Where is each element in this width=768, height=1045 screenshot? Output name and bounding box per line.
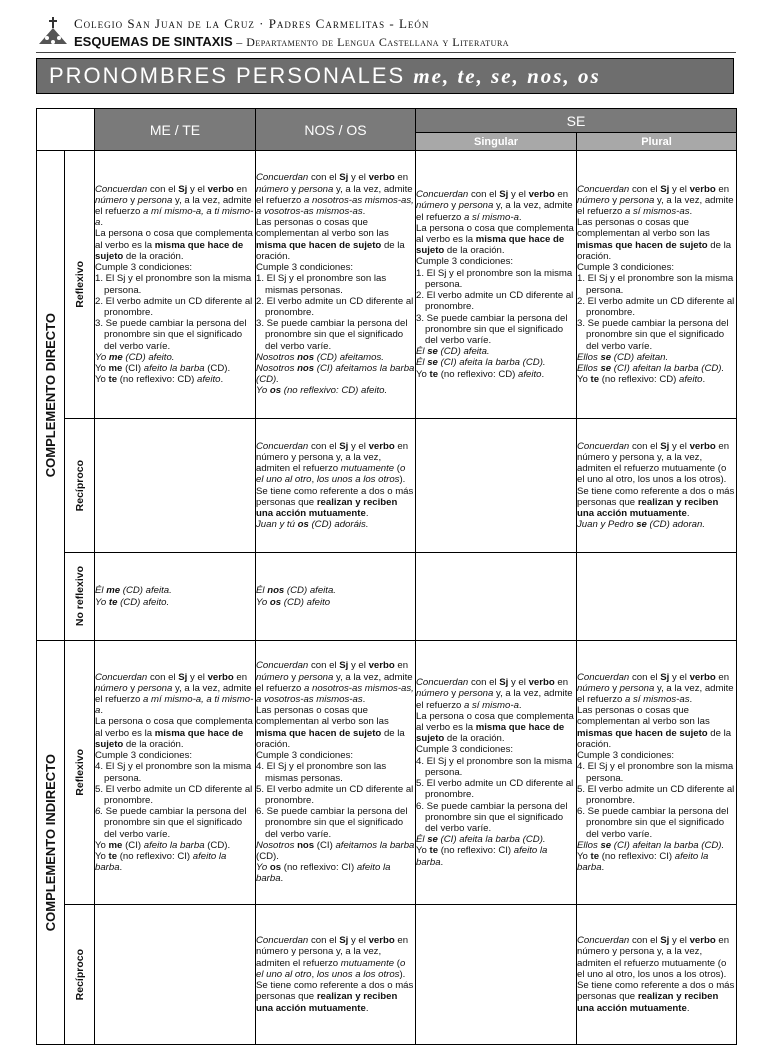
col-header-se: SE xyxy=(416,109,737,133)
cell-cd-rec-nos: Concuerdan con el Sj y el verbo en número y persona y, a la vez, admiten el refuerzo mutuamente (o el uno al otro, los unos a los otros). Se tiene como referente a dos o más personas que realizan y reciben una acción mutuamente. Juan y tú os (CD) adoráis. xyxy=(256,419,416,553)
cell-cd-refl-nos: Concuerdan con el Sj y el verbo en número y persona y, a la vez, admite el refuerzo a nosotros-as mismos-as, a vosotros-as mismos-as. Las personas o cosas que complementan al verbo son las misma que hacen de sujeto de la oración. Cumple 3 condiciones: 1. El Sj y el pronombre son las mismas personas. 2. El verbo admite un CD diferente al pronombre. 3. Se puede cambiar la persona del pronombre sin que el significado del verbo varíe. Nosotros nos (CD) afeitamos. Nosotros nos (CI) afeitamos la barba (CD). Yo os (no reflexivo: CD) afeito. xyxy=(256,151,416,419)
cell-cd-rec-singular xyxy=(416,419,577,553)
corner-cell xyxy=(37,109,95,151)
row-type-label: Reflexivo xyxy=(73,261,86,308)
col-header-mete: ME / TE xyxy=(95,109,256,151)
row-type-label: Reflexivo xyxy=(73,749,86,796)
row-group-ci xyxy=(37,641,65,1045)
row-type-cd-reciproco xyxy=(65,419,95,553)
title-main: PRONOMBRES PERSONALES xyxy=(49,63,414,88)
cell-ci-refl-nos: Concuerdan con el Sj y el verbo en número y persona y, a la vez, admite el refuerzo a nosotros-as mismos-as, a vosotros-as mismos-as. Las personas o cosas que complementan al verbo son las misma que hacen de sujeto de la oración. Cumple 3 condiciones: 4. El Sj y el pronombre son las mismas personas. 5. El verbo admite un CD diferente al pronombre. 6. Se puede cambiar la persona del pronombre sin que el significado del verbo varíe. Nosotros nos (CI) afeitamos la barba (CD). Yo os (no reflexivo: CI) afeito la barba. xyxy=(256,641,416,905)
school-name: Colegio San Juan de la Cruz · Padres Carmelitas - León xyxy=(74,16,430,31)
title-pronouns: me, te, se, nos, os xyxy=(413,64,601,88)
row-group-ci-label: COMPLEMENTO INDIRECTO xyxy=(43,753,58,932)
cell-ci-rec-nos: Concuerdan con el Sj y el verbo en número y persona y, a la vez, admiten el refuerzo mutuamente (o el uno al otro, los unos a los otros). Se tiene como referente a dos o más personas que realizan y reciben una acción mutuamente. xyxy=(256,905,416,1045)
row-type-ci-reflexivo xyxy=(65,641,95,905)
row-type-label: Recíproco xyxy=(73,459,86,512)
department-name: – Departamento de Lengua Castellana y Literatura xyxy=(232,35,510,49)
row-type-label: Recíproco xyxy=(73,948,86,1001)
scheme-title: ESQUEMAS DE SINTAXIS xyxy=(74,34,233,49)
cell-cd-refl-singular: Concuerdan con el Sj y el verbo en número y persona y, a la vez, admite el refuerzo a sí mismo-a. La persona o cosa que complementa al verbo es la misma que hace de sujeto de la oración. Cumple 3 condiciones: 1. El Sj y el pronombre son la misma persona. 2. El verbo admite un CD diferente al pronombre. 3. Se puede cambiar la persona del pronombre sin que el significado del verbo varíe. Él se (CD) afeita. Él se (CI) afeita la barba (CD). Yo te (no reflexivo: CD) afeito. xyxy=(416,151,577,419)
pronoun-table xyxy=(36,108,737,1045)
col-header-plural: Plural xyxy=(577,133,737,151)
department-line xyxy=(74,34,509,50)
title-bar xyxy=(36,58,734,94)
cell-cd-rec-mete xyxy=(95,419,256,553)
row-type-cd-reflexivo xyxy=(65,151,95,419)
header-divider xyxy=(36,52,736,53)
cell-ci-refl-mete: Concuerdan con el Sj y el verbo en número y persona y, a la vez, admite el refuerzo a mí mismo-a, a ti mismo-a. La persona o cosa que complementa al verbo es la misma que hace de sujeto de la oración. Cumple 3 condiciones: 4. El Sj y el pronombre son la misma persona. 5. El verbo admite un CD diferente al pronombre. 6. Se puede cambiar la persona del pronombre sin que el significado del verbo varíe. Yo me (CI) afeito la barba (CD). Yo te (no reflexivo: CI) afeito la barba. xyxy=(95,641,256,905)
page-title xyxy=(49,63,601,89)
page-header xyxy=(36,14,736,52)
cell-cd-refl-mete: Concuerdan con el Sj y el verbo en número y persona y, a la vez, admite el refuerzo a mí mismo-a, a ti mismo-a. La persona o cosa que complementa al verbo es la misma que hace de sujeto de la oración. Cumple 3 condiciones: 1. El Sj y el pronombre son la misma persona. 2. El verbo admite un CD diferente al pronombre. 3. Se puede cambiar la persona del pronombre sin que el significado del verbo varíe. Yo me (CD) afeito. Yo me (CI) afeito la barba (CD). Yo te (no reflexivo: CD) afeito. xyxy=(95,151,256,419)
row-group-cd-label: COMPLEMENTO DIRECTO xyxy=(43,313,58,478)
col-header-singular: Singular xyxy=(416,133,577,151)
carmelite-emblem-icon xyxy=(36,14,70,48)
row-group-cd xyxy=(37,151,65,641)
cell-cd-norefl-singular xyxy=(416,553,577,641)
cell-cd-norefl-nos: Él nos (CD) afeita. Yo os (CD) afeito xyxy=(256,553,416,641)
col-header-nosos: NOS / OS xyxy=(256,109,416,151)
cell-cd-rec-plural: Concuerdan con el Sj y el verbo en número y persona y, a la vez, admiten el refuerzo mutuamente (o el uno al otro, los unos a los otros). Se tiene como referente a dos o más personas que realizan y reciben una acción mutuamente. Juan y Pedro se (CD) adoran. xyxy=(577,419,737,553)
row-type-cd-no-reflexivo xyxy=(65,553,95,641)
cell-cd-norefl-mete: Él me (CD) afeita. Yo te (CD) afeito. xyxy=(95,553,256,641)
cell-cd-norefl-plural xyxy=(577,553,737,641)
cell-ci-rec-plural: Concuerdan con el Sj y el verbo en número y persona y, a la vez, admiten el refuerzo mutuamente (o el uno al otro, los unos a los otros). Se tiene como referente a dos o más personas que realizan y reciben una acción mutuamente. xyxy=(577,905,737,1045)
cell-cd-refl-plural: Concuerdan con el Sj y el verbo en número y persona y, a la vez, admite el refuerzo a sí mismos-as. Las personas o cosas que complementan al verbo son las mismas que hacen de sujeto de la oración. Cumple 3 condiciones: 1. El Sj y el pronombre son la misma persona. 2. El verbo admite un CD diferente al pronombre. 3. Se puede cambiar la persona del pronombre sin que el significado del verbo varíe. Ellos se (CD) afeitan. Ellos se (CI) afeitan la barba (CD). Yo te (no reflexivo: CD) afeito. xyxy=(577,151,737,419)
row-type-label: No reflexivo xyxy=(73,566,86,627)
cell-ci-refl-singular: Concuerdan con el Sj y el verbo en número y persona y, a la vez, admite el refuerzo a sí mismo-a. La persona o cosa que complementa al verbo es la misma que hace de sujeto de la oración. Cumple 3 condiciones: 4. El Sj y el pronombre son la misma persona. 5. El verbo admite un CD diferente al pronombre. 6. Se puede cambiar la persona del pronombre sin que el significado del verbo varíe. Él se (CI) afeita la barba (CD). Yo te (no reflexivo: CI) afeito la barba. xyxy=(416,641,577,905)
cell-ci-refl-plural: Concuerdan con el Sj y el verbo en número y persona y, a la vez, admite el refuerzo a sí mismos-as. Las personas o cosas que complementan al verbo son las mismas que hacen de sujeto de la oración. Cumple 3 condiciones: 4. El Sj y el pronombre son la misma persona. 5. El verbo admite un CD diferente al pronombre. 6. Se puede cambiar la persona del pronombre sin que el significado del verbo varíe. Ellos se (CI) afeitan la barba (CD). Yo te (no reflexivo: CI) afeito la barba. xyxy=(577,641,737,905)
